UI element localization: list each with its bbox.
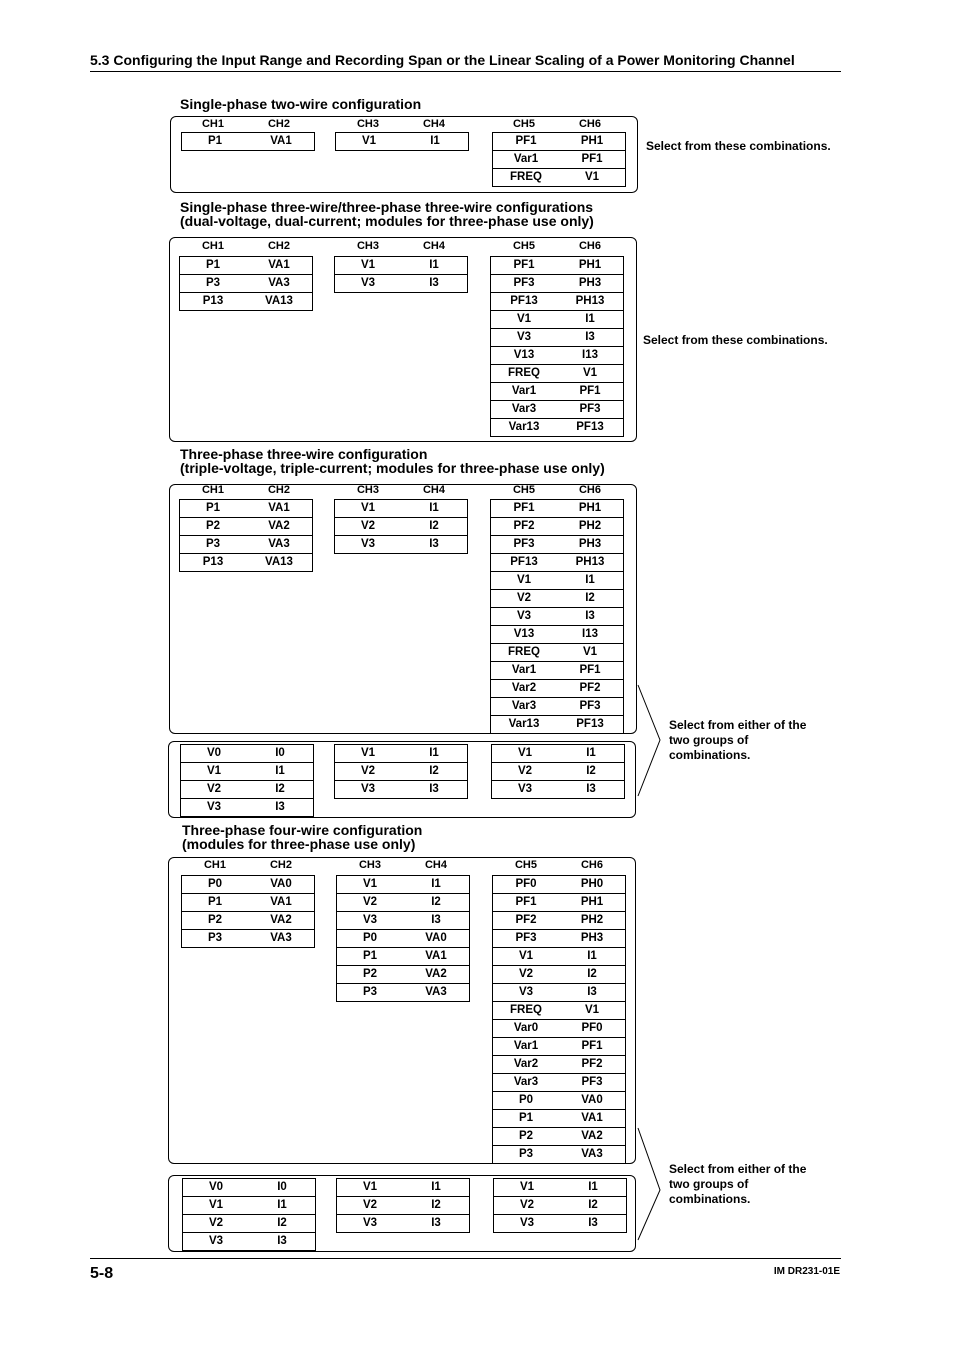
table-cell: PF3 — [491, 275, 558, 293]
table-cell: P2 — [337, 966, 404, 984]
table-cell: PF3 — [491, 536, 558, 554]
table-cell: Var2 — [493, 1056, 560, 1074]
table-cell: Var1 — [491, 383, 558, 401]
table-cell: PF13 — [491, 554, 558, 572]
table-cell: PH0 — [559, 876, 626, 894]
table-cell: I2 — [558, 763, 625, 781]
table-cell: Var0 — [493, 1020, 560, 1038]
table-cell: Var3 — [491, 698, 558, 716]
table-cell: V1 — [559, 169, 626, 187]
table-cell: VA3 — [248, 930, 315, 948]
table-cell: P0 — [493, 1092, 560, 1110]
table-cell: VA0 — [403, 930, 470, 948]
table-cell: I1 — [557, 311, 624, 329]
table-cell: PF1 — [557, 383, 624, 401]
table-cell: V1 — [557, 365, 624, 383]
section3-note: Select from either of the two groups of combinations. — [669, 718, 807, 762]
table-cell: PH3 — [557, 536, 624, 554]
table-cell: I3 — [403, 912, 470, 930]
table-cell: V1 — [559, 1002, 626, 1020]
table-cell: PF13 — [557, 716, 624, 734]
table-cell: I0 — [247, 745, 314, 763]
table-cell: V3 — [335, 536, 402, 554]
ch1-header: CH1 — [203, 859, 226, 871]
table-cell: V3 — [491, 608, 558, 626]
ch5-header: CH5 — [514, 859, 537, 871]
table-cell: V1 — [493, 948, 560, 966]
document-id: IM DR231-01E — [773, 1266, 840, 1277]
table-cell: P2 — [493, 1128, 560, 1146]
table-cell: PF13 — [491, 293, 558, 311]
table-cell: PF1 — [493, 894, 560, 912]
table-cell: V1 — [335, 745, 402, 763]
table-cell: VA1 — [559, 1110, 626, 1128]
table-cell: I3 — [401, 536, 468, 554]
table-cell: V2 — [335, 518, 402, 536]
table-cell: V3 — [337, 1215, 404, 1233]
ch3-header: CH3 — [358, 859, 381, 871]
table-cell: V3 — [183, 1233, 250, 1251]
ch2-header: CH2 — [267, 484, 290, 496]
table-cell: P3 — [182, 930, 249, 948]
table-cell: I2 — [401, 763, 468, 781]
table-cell: V3 — [335, 781, 402, 799]
table-cell: PF1 — [491, 500, 558, 518]
table-cell: P0 — [182, 876, 249, 894]
table-cell: I3 — [249, 1233, 316, 1251]
table-cell: I1 — [558, 745, 625, 763]
table-cell: P3 — [180, 536, 247, 554]
table-cell: V1 — [336, 133, 403, 151]
table-cell: I3 — [401, 781, 468, 799]
table-cell: I0 — [249, 1179, 316, 1197]
section2-note: Select from these combinations. — [643, 333, 828, 347]
table-cell: PF3 — [559, 1074, 626, 1092]
table-cell: I13 — [557, 626, 624, 644]
table-cell: V2 — [181, 781, 248, 799]
table-cell: VA2 — [403, 966, 470, 984]
table-cell: V1 — [335, 500, 402, 518]
table-cell: V13 — [491, 626, 558, 644]
table-cell: PF2 — [557, 680, 624, 698]
page-number: 5-8 — [90, 1265, 114, 1282]
ch1-header: CH1 — [201, 484, 224, 496]
table-cell: VA1 — [248, 894, 315, 912]
table-cell: V3 — [494, 1215, 561, 1233]
table-cell: I2 — [560, 1197, 627, 1215]
ch4-header: CH4 — [422, 484, 445, 496]
ch5-header: CH5 — [512, 484, 535, 496]
table-cell: V2 — [337, 1197, 404, 1215]
ch1-header: CH1 — [201, 240, 224, 252]
table-cell: P1 — [180, 257, 247, 275]
table-cell: V0 — [183, 1179, 250, 1197]
table-cell: V1 — [491, 311, 558, 329]
table-cell: VA0 — [559, 1092, 626, 1110]
table-cell: I2 — [403, 1197, 470, 1215]
table-cell: P1 — [493, 1110, 560, 1128]
table-cell: Var3 — [493, 1074, 560, 1092]
table-cell: VA3 — [246, 536, 313, 554]
table-cell: V1 — [557, 644, 624, 662]
table-cell: P1 — [180, 500, 247, 518]
table-cell: I2 — [247, 781, 314, 799]
table-cell: V3 — [492, 781, 559, 799]
table-cell: V2 — [492, 763, 559, 781]
ch4-header: CH4 — [422, 118, 445, 130]
ch6-header: CH6 — [580, 859, 603, 871]
table-cell: I1 — [402, 133, 469, 151]
table-cell: V1 — [494, 1179, 561, 1197]
table-cell: VA2 — [246, 518, 313, 536]
table-cell: V1 — [492, 745, 559, 763]
section4-note: Select from either of the two groups of combinations. — [669, 1162, 807, 1206]
table-cell: VA1 — [248, 133, 315, 151]
table-cell: PF3 — [557, 401, 624, 419]
table-cell: PF1 — [493, 133, 560, 151]
ch6-header: CH6 — [578, 118, 601, 130]
table-cell: PF1 — [557, 662, 624, 680]
table-cell: I1 — [247, 763, 314, 781]
table-cell: PF0 — [559, 1020, 626, 1038]
table-cell: V2 — [335, 763, 402, 781]
table-cell: Var3 — [491, 401, 558, 419]
table-cell: V13 — [491, 347, 558, 365]
ch5-header: CH5 — [512, 118, 535, 130]
table-cell: PF2 — [493, 912, 560, 930]
table-cell: I13 — [557, 347, 624, 365]
table-cell: Var2 — [491, 680, 558, 698]
section3-bracket — [638, 685, 660, 796]
table-cell: PF1 — [491, 257, 558, 275]
table-cell: PH1 — [559, 133, 626, 151]
table-cell: PF1 — [559, 151, 626, 169]
table-cell: I3 — [559, 984, 626, 1002]
table-cell: P1 — [337, 948, 404, 966]
table-cell: V3 — [181, 799, 248, 817]
section1-title: Single-phase two-wire configuration — [180, 96, 422, 112]
table-cell: Var1 — [493, 151, 560, 169]
table-cell: I2 — [559, 966, 626, 984]
table-cell: FREQ — [491, 365, 558, 383]
section4-title-line2: (modules for three-phase use only) — [182, 836, 416, 852]
ch3-header: CH3 — [356, 118, 379, 130]
table-cell: PF2 — [491, 518, 558, 536]
table-cell: I2 — [401, 518, 468, 536]
ch6-header: CH6 — [578, 240, 601, 252]
ch3-header: CH3 — [356, 484, 379, 496]
table-cell: P3 — [493, 1146, 560, 1164]
table-cell: Var13 — [491, 716, 558, 734]
table-cell: V2 — [183, 1215, 250, 1233]
ch2-header: CH2 — [267, 118, 290, 130]
table-cell: FREQ — [491, 644, 558, 662]
table-cell: I1 — [557, 572, 624, 590]
table-cell: I3 — [560, 1215, 627, 1233]
section3-title-line2: (triple-voltage, triple-current; modules for three-phase use only) — [180, 460, 605, 476]
table-cell: VA1 — [246, 500, 313, 518]
section3-title-line1: Three-phase three-wire configuration — [180, 446, 428, 462]
section2-title-line2: (dual-voltage, dual-current; modules for three-phase use only) — [180, 213, 594, 229]
table-cell: PF1 — [559, 1038, 626, 1056]
table-cell: PH2 — [557, 518, 624, 536]
table-cell: I1 — [403, 1179, 470, 1197]
table-cell: VA2 — [248, 912, 315, 930]
table-cell: P2 — [182, 912, 249, 930]
section2-title-line1: Single-phase three-wire/three-phase three-wire configurations — [180, 199, 594, 215]
table-cell: V0 — [181, 745, 248, 763]
table-cell: PF0 — [493, 876, 560, 894]
table-cell: V1 — [337, 876, 404, 894]
table-cell: VA2 — [559, 1128, 626, 1146]
table-cell: PH13 — [557, 554, 624, 572]
table-cell: FREQ — [493, 169, 560, 187]
table-cell: I3 — [557, 608, 624, 626]
table-cell: P0 — [337, 930, 404, 948]
table-cell: V2 — [494, 1197, 561, 1215]
table-cell: Var1 — [493, 1038, 560, 1056]
table-cell: I1 — [401, 257, 468, 275]
ch2-header: CH2 — [269, 859, 292, 871]
table-cell: VA13 — [246, 554, 313, 572]
table-cell: PH3 — [559, 930, 626, 948]
table-cell: VA3 — [246, 275, 313, 293]
table-cell: P2 — [180, 518, 247, 536]
section-header: 5.3 Configuring the Input Range and Recording Span or the Linear Scaling of a Power Monitoring Channel — [90, 52, 795, 68]
table-cell: PH1 — [559, 894, 626, 912]
table-cell: V1 — [181, 763, 248, 781]
table-cell: I1 — [249, 1197, 316, 1215]
table-cell: VA3 — [403, 984, 470, 1002]
ch3-header: CH3 — [356, 240, 379, 252]
table-cell: I1 — [403, 876, 470, 894]
table-cell: V2 — [491, 590, 558, 608]
table-cell: Var13 — [491, 419, 558, 437]
table-cell: I1 — [560, 1179, 627, 1197]
table-cell: VA3 — [559, 1146, 626, 1164]
table-cell: V3 — [493, 984, 560, 1002]
table-cell: I1 — [559, 948, 626, 966]
table-cell: P13 — [180, 293, 247, 311]
table-cell: P13 — [180, 554, 247, 572]
section4-title-line1: Three-phase four-wire configuration — [182, 822, 423, 838]
table-cell: I2 — [557, 590, 624, 608]
table-cell: P1 — [182, 894, 249, 912]
footer-rule — [90, 1258, 841, 1259]
table-cell: Var1 — [491, 662, 558, 680]
table-cell: V1 — [183, 1197, 250, 1215]
table-cell: PF3 — [557, 698, 624, 716]
table-cell: V1 — [335, 257, 402, 275]
table-cell: PF2 — [559, 1056, 626, 1074]
table-cell: P3 — [180, 275, 247, 293]
table-cell: I3 — [247, 799, 314, 817]
table-cell: PH3 — [557, 275, 624, 293]
table-cell: FREQ — [493, 1002, 560, 1020]
table-cell: V2 — [337, 894, 404, 912]
table-cell: PH1 — [557, 500, 624, 518]
ch5-header: CH5 — [512, 240, 535, 252]
table-cell: I2 — [403, 894, 470, 912]
table-cell: I3 — [401, 275, 468, 293]
ch1-header: CH1 — [201, 118, 224, 130]
table-cell: V3 — [337, 912, 404, 930]
table-cell: VA1 — [403, 948, 470, 966]
table-cell: I2 — [249, 1215, 316, 1233]
table-cell: I3 — [403, 1215, 470, 1233]
table-cell: PF3 — [493, 930, 560, 948]
table-cell: VA1 — [246, 257, 313, 275]
table-cell: I3 — [557, 329, 624, 347]
table-cell: VA13 — [246, 293, 313, 311]
table-cell: PH13 — [557, 293, 624, 311]
section4-bracket — [638, 1128, 660, 1240]
ch2-header: CH2 — [267, 240, 290, 252]
table-cell: I3 — [558, 781, 625, 799]
section1-note: Select from these combinations. — [646, 139, 831, 153]
table-cell: I1 — [401, 500, 468, 518]
table-cell: PH1 — [557, 257, 624, 275]
table-cell: PF13 — [557, 419, 624, 437]
table-cell: P1 — [182, 133, 249, 151]
table-cell: P3 — [337, 984, 404, 1002]
table-cell: VA0 — [248, 876, 315, 894]
table-cell: V2 — [493, 966, 560, 984]
table-cell: V1 — [491, 572, 558, 590]
table-cell: V1 — [337, 1179, 404, 1197]
table-cell: PH2 — [559, 912, 626, 930]
ch4-header: CH4 — [424, 859, 447, 871]
ch6-header: CH6 — [578, 484, 601, 496]
table-cell: I1 — [401, 745, 468, 763]
ch4-header: CH4 — [422, 240, 445, 252]
table-cell: V3 — [335, 275, 402, 293]
table-cell: V3 — [491, 329, 558, 347]
